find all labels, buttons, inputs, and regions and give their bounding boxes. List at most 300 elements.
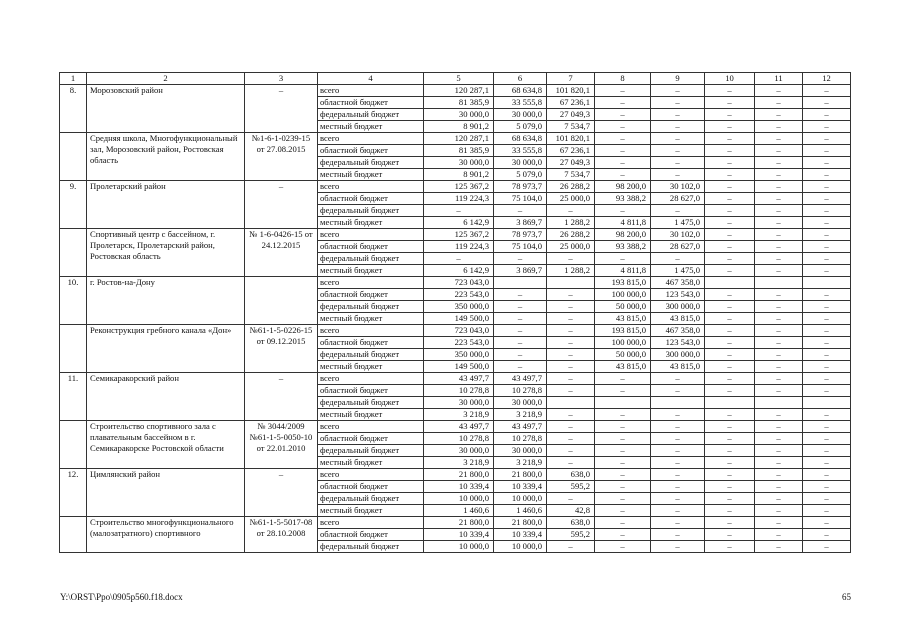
project-code: №61-1-5-0226-15 от 09.12.2015 — [245, 325, 318, 373]
amount-cell: – — [705, 85, 755, 97]
project-code: – — [245, 181, 318, 229]
amount-cell: – — [595, 145, 651, 157]
funding-source: местный бюджет — [318, 217, 424, 229]
object-name: Строительство спортивного зала с плавательным бассейном в г. Семикаракорске Ростовской области — [87, 421, 245, 469]
amount-cell: – — [705, 193, 755, 205]
amount-cell: 21 800,0 — [424, 469, 494, 481]
amount-cell: – — [803, 265, 851, 277]
amount-cell: – — [803, 385, 851, 397]
column-header: 9 — [651, 73, 705, 85]
amount-cell: – — [803, 301, 851, 313]
amount-cell: – — [705, 241, 755, 253]
amount-cell: – — [595, 541, 651, 553]
amount-cell: 30 000,0 — [424, 109, 494, 121]
amount-cell: – — [595, 85, 651, 97]
column-header: 8 — [595, 73, 651, 85]
amount-cell: – — [651, 385, 705, 397]
amount-cell: 6 142,9 — [424, 217, 494, 229]
amount-cell: – — [755, 265, 803, 277]
amount-cell: – — [547, 289, 595, 301]
amount-cell: – — [803, 349, 851, 361]
amount-cell: 149 500,0 — [424, 361, 494, 373]
amount-cell: – — [705, 529, 755, 541]
amount-cell: – — [803, 97, 851, 109]
amount-cell: 300 000,0 — [651, 301, 705, 313]
amount-cell: 30 102,0 — [651, 181, 705, 193]
amount-cell: 10 000,0 — [494, 541, 547, 553]
amount-cell: – — [803, 109, 851, 121]
amount-cell: 595,2 — [547, 529, 595, 541]
amount-cell: 101 820,1 — [547, 85, 595, 97]
amount-cell: 3 218,9 — [424, 457, 494, 469]
amount-cell: 723 043,0 — [424, 325, 494, 337]
funding-source: областной бюджет — [318, 241, 424, 253]
row-number — [60, 421, 87, 469]
amount-cell: 467 358,0 — [651, 277, 705, 289]
amount-cell: – — [803, 337, 851, 349]
amount-cell: 43 497,7 — [494, 421, 547, 433]
amount-cell: 43 497,7 — [494, 373, 547, 385]
amount-cell: 119 224,3 — [424, 241, 494, 253]
object-name: Спортивный центр с бассейном, г. Пролетарск, Пролетарский район, Ростовская область — [87, 229, 245, 277]
funding-source: всего — [318, 277, 424, 289]
amount-cell: – — [651, 97, 705, 109]
funding-source: местный бюджет — [318, 505, 424, 517]
column-header: 11 — [755, 73, 803, 85]
funding-source: федеральный бюджет — [318, 493, 424, 505]
amount-cell: – — [755, 133, 803, 145]
amount-cell: – — [547, 493, 595, 505]
amount-cell: – — [705, 541, 755, 553]
object-name: Семикаракорский район — [87, 373, 245, 421]
amount-cell: – — [705, 349, 755, 361]
amount-cell: 4 811,8 — [595, 265, 651, 277]
funding-source: областной бюджет — [318, 289, 424, 301]
amount-cell: 30 000,0 — [494, 445, 547, 457]
table-row — [60, 229, 851, 241]
amount-cell: – — [755, 541, 803, 553]
amount-cell: – — [705, 289, 755, 301]
table-row — [60, 421, 851, 433]
amount-cell: – — [651, 253, 705, 265]
amount-cell: 43 815,0 — [595, 313, 651, 325]
amount-cell — [651, 397, 705, 409]
amount-cell: 10 339,4 — [424, 529, 494, 541]
amount-cell: – — [705, 457, 755, 469]
amount-cell: – — [803, 529, 851, 541]
funding-source: федеральный бюджет — [318, 109, 424, 121]
amount-cell: – — [755, 325, 803, 337]
amount-cell: – — [803, 217, 851, 229]
amount-cell — [547, 397, 595, 409]
funding-source: местный бюджет — [318, 313, 424, 325]
amount-cell: – — [705, 445, 755, 457]
amount-cell: 21 800,0 — [494, 517, 547, 529]
funding-source: федеральный бюджет — [318, 253, 424, 265]
amount-cell: 10 278,8 — [424, 433, 494, 445]
amount-cell: – — [755, 301, 803, 313]
project-code: – — [245, 85, 318, 133]
funding-source: всего — [318, 517, 424, 529]
amount-cell: – — [547, 325, 595, 337]
amount-cell: – — [755, 193, 803, 205]
amount-cell — [803, 277, 851, 289]
amount-cell: – — [651, 109, 705, 121]
amount-cell: 75 104,0 — [494, 193, 547, 205]
amount-cell: – — [547, 253, 595, 265]
amount-cell: – — [803, 481, 851, 493]
amount-cell: – — [803, 445, 851, 457]
column-header: 4 — [318, 73, 424, 85]
amount-cell: – — [547, 373, 595, 385]
amount-cell: 43 497,7 — [424, 421, 494, 433]
amount-cell: 81 385,9 — [424, 145, 494, 157]
amount-cell: – — [595, 529, 651, 541]
project-code — [245, 277, 318, 325]
amount-cell: 30 000,0 — [494, 157, 547, 169]
funding-source: местный бюджет — [318, 121, 424, 133]
object-name: Пролетарский район — [87, 181, 245, 229]
amount-cell: 7 534,7 — [547, 121, 595, 133]
object-name: Средняя школа, Многофункциональный зал, Морозовский район, Ростовская область — [87, 133, 245, 181]
amount-cell: – — [547, 313, 595, 325]
amount-cell: – — [755, 517, 803, 529]
row-number: 12. — [60, 469, 87, 517]
amount-cell: – — [755, 313, 803, 325]
amount-cell: – — [705, 109, 755, 121]
amount-cell: – — [803, 457, 851, 469]
amount-cell: – — [547, 361, 595, 373]
column-header: 7 — [547, 73, 595, 85]
funding-source: всего — [318, 325, 424, 337]
amount-cell: – — [595, 385, 651, 397]
funding-source: областной бюджет — [318, 529, 424, 541]
amount-cell: – — [755, 169, 803, 181]
table-row — [60, 325, 851, 337]
funding-source: федеральный бюджет — [318, 301, 424, 313]
object-name: Цимлянский район — [87, 469, 245, 517]
amount-cell: 68 634,8 — [494, 133, 547, 145]
amount-cell: 30 000,0 — [494, 109, 547, 121]
amount-cell: – — [803, 325, 851, 337]
amount-cell: – — [803, 145, 851, 157]
amount-cell: 30 000,0 — [424, 157, 494, 169]
funding-source: всего — [318, 133, 424, 145]
amount-cell: 50 000,0 — [595, 349, 651, 361]
amount-cell: – — [755, 373, 803, 385]
amount-cell: – — [494, 349, 547, 361]
amount-cell: 28 627,0 — [651, 241, 705, 253]
amount-cell: 10 339,4 — [424, 481, 494, 493]
amount-cell: – — [651, 529, 705, 541]
row-number — [60, 133, 87, 181]
amount-cell: 7 534,7 — [547, 169, 595, 181]
table-row — [60, 181, 851, 193]
amount-cell: – — [705, 505, 755, 517]
amount-cell: – — [705, 313, 755, 325]
row-number — [60, 229, 87, 277]
funding-source: федеральный бюджет — [318, 205, 424, 217]
amount-cell: 33 555,8 — [494, 145, 547, 157]
amount-cell: – — [803, 493, 851, 505]
amount-cell: – — [755, 145, 803, 157]
amount-cell: – — [755, 481, 803, 493]
amount-cell: 3 218,9 — [494, 457, 547, 469]
amount-cell: 10 278,8 — [494, 433, 547, 445]
object-name: Строительство многофункционального (малозатратного) спортивного — [87, 517, 245, 553]
amount-cell: – — [803, 157, 851, 169]
amount-cell: 67 236,1 — [547, 97, 595, 109]
amount-cell: – — [494, 289, 547, 301]
amount-cell: – — [494, 205, 547, 217]
amount-cell: – — [705, 229, 755, 241]
amount-cell: – — [494, 301, 547, 313]
amount-cell: 3 218,9 — [494, 409, 547, 421]
amount-cell: 3 869,7 — [494, 265, 547, 277]
amount-cell: – — [803, 433, 851, 445]
amount-cell: 43 815,0 — [651, 313, 705, 325]
project-code: №1-6-1-0239-15 от 27.08.2015 — [245, 133, 318, 181]
amount-cell: – — [651, 409, 705, 421]
amount-cell: – — [547, 349, 595, 361]
amount-cell: – — [755, 385, 803, 397]
amount-cell: – — [651, 421, 705, 433]
amount-cell: – — [755, 493, 803, 505]
funding-source: областной бюджет — [318, 337, 424, 349]
amount-cell: 1 460,6 — [424, 505, 494, 517]
amount-cell: 723 043,0 — [424, 277, 494, 289]
amount-cell: 25 000,0 — [547, 241, 595, 253]
amount-cell: – — [651, 481, 705, 493]
amount-cell — [494, 277, 547, 289]
budget-table — [59, 72, 851, 553]
amount-cell: – — [803, 133, 851, 145]
table-row — [60, 517, 851, 529]
amount-cell: 1 460,6 — [494, 505, 547, 517]
amount-cell: – — [803, 289, 851, 301]
amount-cell: 67 236,1 — [547, 145, 595, 157]
amount-cell: – — [651, 505, 705, 517]
amount-cell: – — [651, 541, 705, 553]
amount-cell: – — [595, 481, 651, 493]
amount-cell: – — [705, 469, 755, 481]
amount-cell: – — [705, 517, 755, 529]
amount-cell: 50 000,0 — [595, 301, 651, 313]
amount-cell: 3 218,9 — [424, 409, 494, 421]
amount-cell: – — [705, 493, 755, 505]
file-path: Y:\ORST\Ppo\0905p560.f18.docx — [60, 592, 183, 602]
amount-cell: 4 811,8 — [595, 217, 651, 229]
amount-cell: – — [755, 85, 803, 97]
row-number: 10. — [60, 277, 87, 325]
column-header: 2 — [87, 73, 245, 85]
amount-cell: – — [651, 169, 705, 181]
amount-cell: – — [803, 169, 851, 181]
funding-source: всего — [318, 181, 424, 193]
amount-cell: 30 102,0 — [651, 229, 705, 241]
amount-cell: – — [595, 109, 651, 121]
amount-cell: – — [651, 121, 705, 133]
funding-source: всего — [318, 229, 424, 241]
amount-cell: – — [651, 493, 705, 505]
funding-source: областной бюджет — [318, 193, 424, 205]
amount-cell: 1 288,2 — [547, 217, 595, 229]
amount-cell: 1 475,0 — [651, 217, 705, 229]
amount-cell: 10 339,4 — [494, 529, 547, 541]
project-code: № 3044/2009 №61-1-5-0050-10 от 22.01.2010 — [245, 421, 318, 469]
amount-cell — [595, 397, 651, 409]
amount-cell: – — [755, 433, 803, 445]
amount-cell: – — [547, 433, 595, 445]
amount-cell: – — [494, 361, 547, 373]
amount-cell: – — [651, 445, 705, 457]
amount-cell: 10 000,0 — [424, 493, 494, 505]
amount-cell: – — [705, 421, 755, 433]
project-code: № 1-6-0426-15 от 24.12.2015 — [245, 229, 318, 277]
column-header: 1 — [60, 73, 87, 85]
amount-cell: – — [705, 169, 755, 181]
amount-cell: – — [547, 337, 595, 349]
table-row — [60, 85, 851, 97]
amount-cell: 68 634,8 — [494, 85, 547, 97]
amount-cell: – — [424, 253, 494, 265]
amount-cell: – — [595, 517, 651, 529]
amount-cell: – — [651, 433, 705, 445]
amount-cell: 3 869,7 — [494, 217, 547, 229]
amount-cell: – — [803, 181, 851, 193]
amount-cell: – — [705, 133, 755, 145]
amount-cell: – — [803, 373, 851, 385]
table-row — [60, 469, 851, 481]
amount-cell: – — [595, 457, 651, 469]
amount-cell: – — [705, 433, 755, 445]
amount-cell: 120 287,1 — [424, 85, 494, 97]
funding-source: всего — [318, 469, 424, 481]
table-row — [60, 133, 851, 145]
object-name: Морозовский район — [87, 85, 245, 133]
amount-cell: – — [705, 97, 755, 109]
amount-cell: – — [651, 157, 705, 169]
amount-cell: 33 555,8 — [494, 97, 547, 109]
amount-cell: – — [755, 97, 803, 109]
amount-cell: – — [755, 421, 803, 433]
column-header: 6 — [494, 73, 547, 85]
amount-cell: – — [547, 457, 595, 469]
amount-cell: – — [705, 373, 755, 385]
amount-cell: 30 000,0 — [424, 397, 494, 409]
amount-cell: 223 543,0 — [424, 289, 494, 301]
row-number: 8. — [60, 85, 87, 133]
funding-source: федеральный бюджет — [318, 445, 424, 457]
object-name: Реконструкция гребного канала «Дон» — [87, 325, 245, 373]
funding-source: местный бюджет — [318, 409, 424, 421]
amount-cell: 27 049,3 — [547, 109, 595, 121]
amount-cell: – — [705, 325, 755, 337]
amount-cell: – — [651, 133, 705, 145]
amount-cell: 78 973,7 — [494, 181, 547, 193]
amount-cell: 26 288,2 — [547, 229, 595, 241]
amount-cell: 21 800,0 — [494, 469, 547, 481]
amount-cell: 5 079,0 — [494, 121, 547, 133]
amount-cell: – — [803, 505, 851, 517]
funding-source: всего — [318, 85, 424, 97]
amount-cell: – — [705, 265, 755, 277]
amount-cell: 638,0 — [547, 469, 595, 481]
amount-cell: 75 104,0 — [494, 241, 547, 253]
funding-source: областной бюджет — [318, 481, 424, 493]
amount-cell: – — [755, 217, 803, 229]
amount-cell: – — [755, 409, 803, 421]
amount-cell: 123 543,0 — [651, 337, 705, 349]
amount-cell: – — [705, 157, 755, 169]
amount-cell: – — [803, 409, 851, 421]
amount-cell: 27 049,3 — [547, 157, 595, 169]
amount-cell: 28 627,0 — [651, 193, 705, 205]
amount-cell: – — [705, 145, 755, 157]
amount-cell: – — [803, 517, 851, 529]
amount-cell: 193 815,0 — [595, 325, 651, 337]
column-header: 3 — [245, 73, 318, 85]
amount-cell: – — [755, 469, 803, 481]
amount-cell: – — [547, 421, 595, 433]
amount-cell: – — [705, 337, 755, 349]
amount-cell: 98 200,0 — [595, 181, 651, 193]
amount-cell: – — [705, 409, 755, 421]
object-name: г. Ростов-на-Дону — [87, 277, 245, 325]
amount-cell: – — [803, 85, 851, 97]
amount-cell: – — [651, 85, 705, 97]
funding-source: федеральный бюджет — [318, 157, 424, 169]
amount-cell: 100 000,0 — [595, 289, 651, 301]
amount-cell: – — [803, 205, 851, 217]
amount-cell: – — [595, 433, 651, 445]
amount-cell: – — [705, 205, 755, 217]
table-row — [60, 277, 851, 289]
amount-cell: 10 278,8 — [494, 385, 547, 397]
amount-cell: 638,0 — [547, 517, 595, 529]
amount-cell — [803, 397, 851, 409]
amount-cell: – — [803, 313, 851, 325]
amount-cell — [705, 277, 755, 289]
amount-cell: – — [755, 457, 803, 469]
amount-cell: – — [595, 505, 651, 517]
amount-cell: – — [755, 289, 803, 301]
amount-cell: – — [651, 517, 705, 529]
amount-cell: – — [595, 445, 651, 457]
amount-cell: 5 079,0 — [494, 169, 547, 181]
amount-cell — [705, 397, 755, 409]
amount-cell: 350 000,0 — [424, 349, 494, 361]
amount-cell: – — [595, 373, 651, 385]
amount-cell: 125 367,2 — [424, 181, 494, 193]
amount-cell: – — [547, 541, 595, 553]
amount-cell — [755, 277, 803, 289]
amount-cell: 223 543,0 — [424, 337, 494, 349]
amount-cell: 25 000,0 — [547, 193, 595, 205]
amount-cell: – — [705, 181, 755, 193]
amount-cell: 93 388,2 — [595, 241, 651, 253]
table-row — [60, 373, 851, 385]
amount-cell: 98 200,0 — [595, 229, 651, 241]
amount-cell: – — [595, 409, 651, 421]
amount-cell: – — [595, 169, 651, 181]
funding-source: местный бюджет — [318, 361, 424, 373]
amount-cell: – — [755, 253, 803, 265]
funding-source: местный бюджет — [318, 169, 424, 181]
column-header: 12 — [803, 73, 851, 85]
row-number: 11. — [60, 373, 87, 421]
amount-cell: – — [755, 229, 803, 241]
